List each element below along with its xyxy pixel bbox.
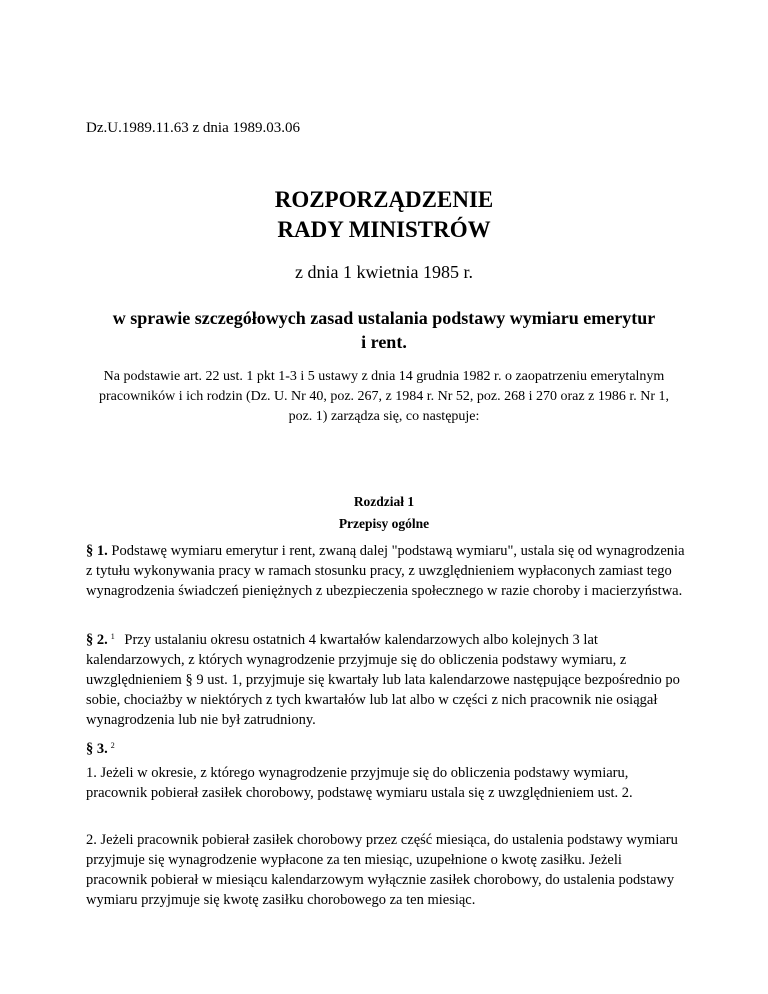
section-3-heading — [86, 736, 686, 759]
section-2-footnote-marker: 1 — [110, 632, 115, 641]
section-2-label: § 2. — [86, 632, 108, 648]
section-2-text: Przy ustalaniu okresu ostatnich 4 kwartałów kalendarzowych albo kolejnych 3 lat kalendarzowych, z których wynagrodzenie przyjmuje się do obliczenia podstawy wymiaru, z uwzględnieniem § 9 ust. 1, przyjmuje się kwartały lub lata kalendarzowe następujące bezpośrednio po sobie, chociażby w niektórych z tych kwartałów lub lat albo w części z nich pracownik nie osiągał wynagrodzenia lub nie był zatrudniony. — [86, 632, 680, 728]
section-1-label: § 1. — [86, 543, 108, 559]
section-3-footnote-marker: 2 — [110, 741, 115, 750]
chapter-title: Przepisy ogólne — [338, 516, 430, 531]
preamble: Na podstawie art. 22 ust. 1 pkt 1-3 i 5 ustawy z dnia 14 grudnia 1982 r. o zaopatrzeniu emerytalnym pracowników i ich rodzin (Dz. U. Nr 40, poz. 267, z 1984 r. Nr 52, poz. 268 i 270 oraz z 1986 r. Nr 1, poz. 1) zarządza się, co następuje: — [99, 369, 669, 424]
section-3-paragraph-1: 1. Jeżeli w okresie, z którego wynagrodzenie przyjmuje się do obliczenia podstawy wymiaru, pracownik pobierał zasiłek chorobowy, podstawę wymiaru ustala się z uwzględnieniem ust. 2. — [86, 765, 633, 801]
document-subject: w sprawie szczegółowych zasad ustalania podstawy wymiaru emerytur i rent. — [112, 308, 656, 352]
section-2 — [86, 627, 686, 730]
section-1-text: Podstawę wymiaru emerytur i rent, zwaną dalej "podstawą wymiaru", ustala się od wynagrodzenia z tytułu wykonywania pracy w ramach stosunku pracy, z uwzględnieniem wypłaconych zamiast tego wynagrodzenia świadczeń pieniężnych z ubezpieczenia społecznego w razie choroby i macierzyństwa. — [86, 543, 685, 599]
document-title-line2: RADY MINISTRÓW — [277, 217, 491, 242]
document-title-line1: ROZPORZĄDZENIE — [274, 187, 494, 212]
chapter-number: Rozdział 1 — [353, 494, 415, 509]
section-3-label: § 3. — [86, 741, 108, 757]
publication-reference: Dz.U.1989.11.63 z dnia 1989.03.06 — [86, 120, 300, 136]
section-1 — [86, 541, 686, 601]
section-3-paragraph-2: 2. Jeżeli pracownik pobierał zasiłek chorobowy przez część miesiąca, do ustalenia podstawy wymiaru przyjmuje się wynagrodzenie wypłacone za ten miesiąc, uzupełnione o kwotę zasiłku. Jeżeli pracownik pobierał w miesiącu kalendarzowym wyłącznie zasiłek chorobowy, do ustalenia podstawy wymiaru przyjmuje się kwotę zasiłku chorobowego za ten miesiąc. — [86, 832, 678, 908]
document-date: z dnia 1 kwietnia 1985 r. — [295, 262, 473, 282]
